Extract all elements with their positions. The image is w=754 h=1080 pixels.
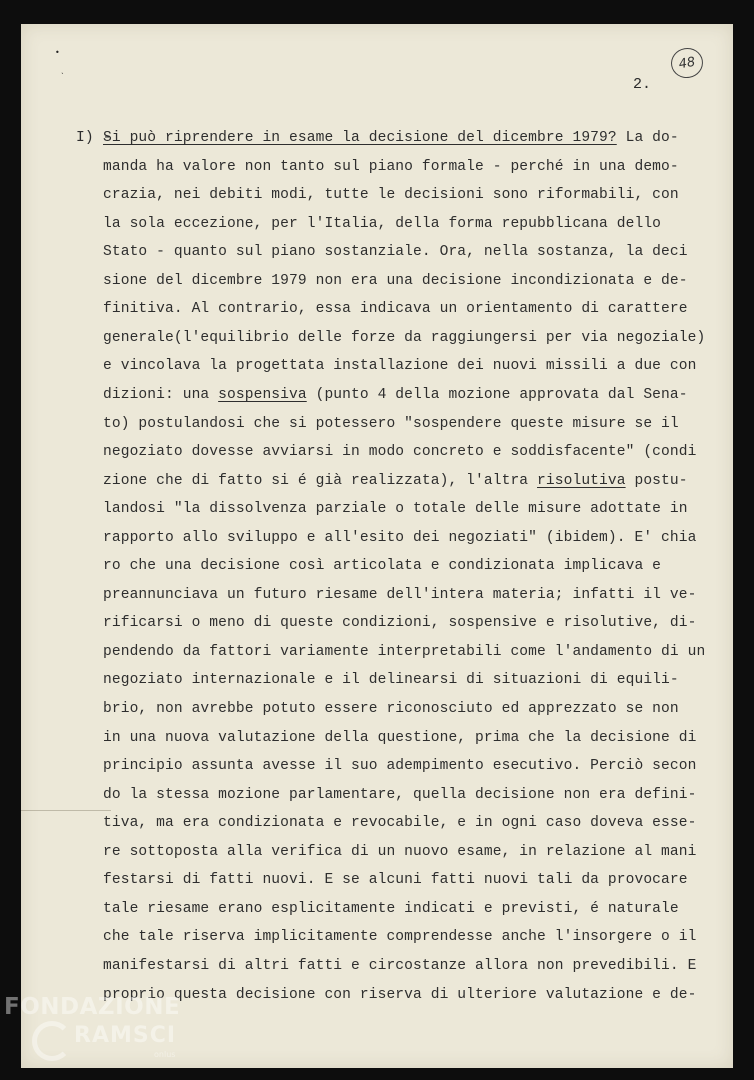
text-line [103,471,688,500]
text-line [103,899,679,928]
text-segment: tale riesame erano esplicitamente indicati e previsti, é naturale [103,900,679,917]
text-segment: manda ha valore non tanto sul piano formale - perché in una demo- [103,158,679,175]
text-segment: finitiva. Al contrario, essa indicava un orientamento di carattere [103,301,688,318]
text-line [103,157,679,186]
text-segment: crazia, nei debiti modi, tutte le decisioni sono riformabili, con [103,187,679,204]
text-segment: proprio questa decisione con riserva di ulteriore valutazione e de- [103,986,697,1003]
text-segment: principio assunta avesse il suo adempimento esecutivo. Perciò secon [103,758,697,775]
document-page [21,24,733,1068]
text-line [103,585,696,614]
text-line [103,956,696,985]
underlined-text: sospensiva [218,386,307,403]
text-segment: zione che di fatto si é già realizzata), l'altra [103,472,538,489]
text-segment: rapporto allo sviluppo e all'esito dei negoziati" (ibidem). E' chia [103,529,697,546]
watermark-g-icon [32,1021,72,1061]
fold-line [21,810,111,811]
text-line [103,185,679,214]
text-segment: preannunciava un futuro riesame dell'intera materia; infatti il ve- [103,586,697,603]
text-segment: brio, non avrebbe potuto essere riconosciuto ed apprezzato se non [103,701,679,717]
text-segment: negoziato internazionale e il delinearsi di situazioni di equili- [103,672,679,689]
text-line [103,842,696,871]
text-line [103,785,696,814]
text-segment: in una nuova valutazione della questione, prima che la decisione di [103,729,697,746]
text-segment: che tale riserva implicitamente comprendesse anche l'insorgere o il [103,929,697,946]
text-line [103,385,688,414]
text-segment: manifestarsi di altri fatti e circostanze allora non prevedibili. E [103,957,697,974]
watermark-logo [4,996,180,1061]
text-segment: sione del dicembre 1979 non era una decisione incondizionata e de- [103,272,688,289]
page-number: 2. [633,76,652,93]
text-line [103,642,705,671]
text-segment: landosi "la dissolvenza parziale o totale delle misure adottate in [103,501,688,518]
text-line [103,499,688,528]
text-line [103,613,696,642]
text-segment: negoziato dovesse avviarsi in modo concreto e soddisfacente" (condi [103,444,697,461]
text-segment: pendendo da fattori variamente interpretabili come l'andamento di un [103,643,706,660]
watermark-line1: FONDAZIONE [4,994,181,1020]
text-segment: postu- [625,472,688,489]
text-line [103,870,688,899]
text-segment: generale(l'equilibrio delle forze da raggiungersi per via negoziale) [103,329,706,346]
text-line [103,813,696,842]
text-segment: tiva, ma era condizionata e revocabile, e in ogni caso doveva esse- [103,815,697,832]
ink-dot: • [55,48,60,57]
text-segment: (punto 4 della mozione approvata dal Sena- [306,386,688,403]
text-line [103,356,696,385]
ink-tick: ˴ [61,68,64,77]
text-segment: La do- [616,130,679,146]
text-line [103,528,696,557]
section-label: I) - [76,130,112,146]
underlined-text: Si può riprendere in esame la decisione del dicembre 1979? [103,130,617,146]
text-segment: to) postulandosi che si potessero "sospendere queste misure se il [103,415,679,432]
text-line [103,756,696,785]
text-segment: la sola eccezione, per l'Italia, della forma repubblicana dello [103,215,662,232]
text-segment: do la stessa mozione parlamentare, quella decisione non era defini- [103,786,697,803]
text-line [103,927,696,956]
text-segment: e vincolava la progettata installazione dei nuovi missili a due con [103,358,697,375]
text-segment: ro che una decisione così articolata e condizionata implicava e [103,558,662,575]
text-segment: Stato - quanto sul piano sostanziale. Ora, nella sostanza, la deci [103,244,688,261]
watermark-line3: onlus [154,1050,176,1059]
text-line [103,128,679,157]
text-line [103,414,679,443]
text-line [103,442,696,471]
text-line [103,699,679,728]
text-line [103,214,661,243]
text-line [103,242,688,271]
text-line [103,299,688,328]
text-line [103,328,705,357]
text-line [103,670,679,699]
watermark-line2: RAMSCI [74,1023,177,1048]
text-line [103,556,661,585]
text-line [103,985,696,1014]
text-line [103,728,696,757]
text-segment: dizioni: una [103,386,219,403]
text-segment: re sottoposta alla verifica di un nuovo esame, in relazione al mani [103,843,697,860]
underlined-text: risolutiva [537,472,626,489]
text-segment: rificarsi o meno di queste condizioni, sospensive e risolutive, di- [103,615,697,632]
archive-number: 48 [669,45,706,80]
text-line [103,271,688,300]
text-segment: festarsi di fatti nuovi. E se alcuni fatti nuovi tali da provocare [103,872,688,889]
